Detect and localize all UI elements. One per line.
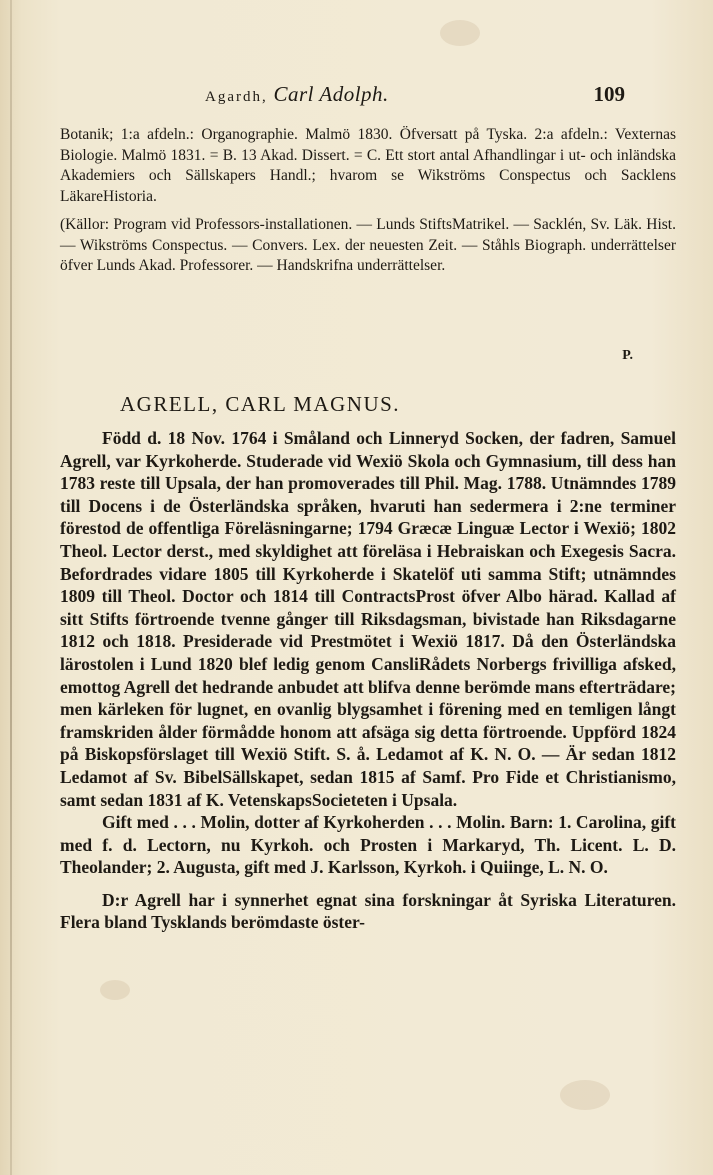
page-binding-edge bbox=[10, 0, 12, 1175]
family-paragraph: Gift med . . . Molin, dotter af Kyrkoherden . . . Molin. Barn: 1. Carolina, gift med f. d. Lectorn, nu Kyrkoh. och Prosten i Markaryd, Th. Licent. L. D. Theolander; 2. Augusta, gift med J. Karlsson, Kyrkoh. i Quiinge, L. N. O. bbox=[60, 812, 676, 878]
running-header bbox=[0, 82, 713, 112]
sources-paragraph: (Källor: Program vid Professors-installationen. — Lunds StiftsMatrikel. — Sacklén, Sv. Läk. Hist. — Wikströms Conspectus. — Convers. Lex. der neuesten Zeit. — Ståhls Biograph. underrättelser öfver Lunds Akad. Professorer. — Handskrifna underrättelser. bbox=[60, 216, 676, 274]
research-paragraph: D:r Agrell har i synnerhet egnat sina forskningar åt Syriska Literaturen. Flera bland Tysklands berömdaste öster- bbox=[60, 889, 676, 933]
paragraph-gap bbox=[60, 879, 676, 889]
biography-paragraph: Född d. 18 Nov. 1764 i Småland och Linneryd Socken, der fadren, Samuel Agrell, var Kyrkoherde. Studerade vid Wexiö Skola och Gymnasium, till dess han 1783 reste till Upsala, der han promoverades till Phil. Mag. 1788. Utnämndes 1789 till Docens i de Österländska språken, hvaruti han sedermera i 2:ne terminer förestod de offentliga Föreläsningarne; 1794 Græcæ Linguæ Lector i Wexiö; 1802 Theol. Lector derst., med skyldighet att föreläsa i Hebraiskan och Exegesis Sacra. Befordrades vidare 1805 till Kyrkoherde i Skatelöf uti samma Stift; utnämndes 1809 till Theol. Doctor och 1814 till ContractsProst öfver Albo härad. Kallad af sitt Stifts förtroende tvenne gånger till Riksdagsman, bivistade han Riksdagarne 1812 och 1818. Presiderade vid Prestmötet i Wexiö 1817. Då den Österländska lärostolen i Lund 1820 blef ledig genom CansliRådets Norbergs frivilliga afsked, emottog Agrell det hedrande anbudet att blifva denne berömde mans efterträdare; men kärleken för lugnet, en ovanlig blygsamhet i förening med en temligen långt framskriden ålder förmådde honom att afsäga sig detta förtroende. Uppförd 1824 på Biskopsförslaget till Wexiö Stift. S. å. Ledamot af K. N. O. — Är sedan 1812 Ledamot af Sv. BibelSällskapet, sedan 1815 af Samf. Pro Fide et Christianismo, samt sedan 1831 af K. VetenskapsSocieteten i Upsala. bbox=[60, 428, 676, 810]
running-head bbox=[205, 82, 389, 107]
foxing-stain bbox=[100, 980, 130, 1000]
running-head-forename: Carl Adolph. bbox=[273, 82, 389, 106]
author-signature: P. bbox=[622, 348, 633, 363]
foxing-stain bbox=[440, 20, 480, 46]
entry-body bbox=[60, 427, 676, 934]
running-head-surname: Agardh, bbox=[205, 89, 268, 105]
preceding-paragraph: Botanik; 1:a afdeln.: Organographie. Malmö 1830. Öfversatt på Tyska. 2:a afdeln.: Vexternas Biologie. Malmö 1831. = B. 13 Akad. Dissert. = C. Ett stort antal Afhandlingar i ut- och inländska Akademiers och Sällskapers Handl.; hvarom se Wikströms Conspectus och Sacklens LäkareHistoria. bbox=[60, 126, 676, 205]
preceding-entry-text bbox=[60, 125, 676, 277]
foxing-stain bbox=[560, 1080, 610, 1110]
entry-title: AGRELL, CARL MAGNUS. bbox=[120, 392, 401, 416]
page-number: 109 bbox=[593, 82, 625, 106]
